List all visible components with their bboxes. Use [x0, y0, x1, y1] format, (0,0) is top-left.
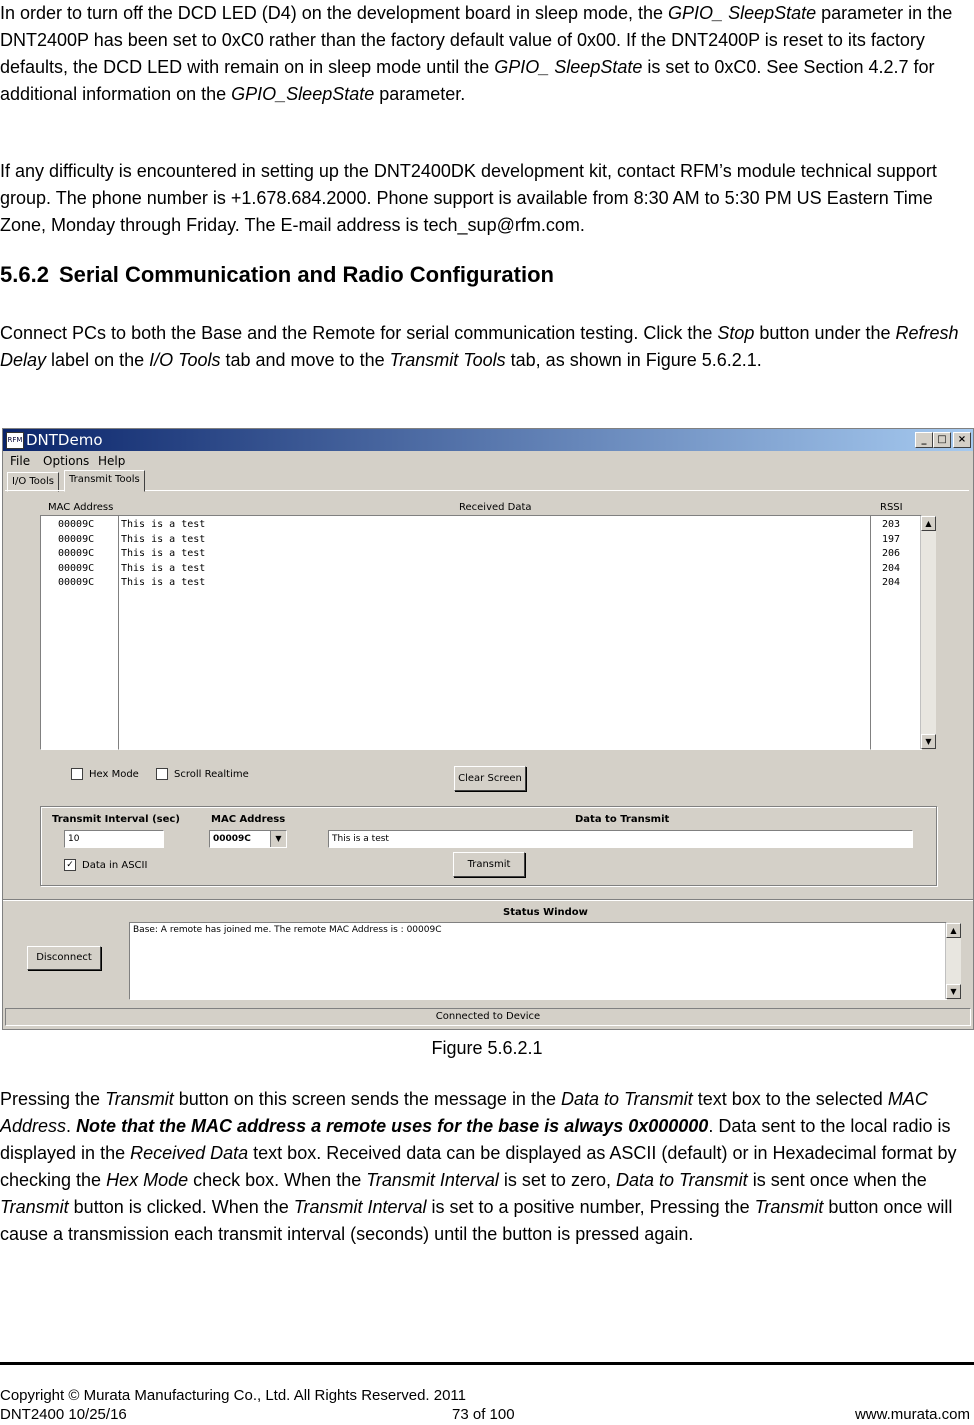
- em-refresh-delay: Refresh Delay: [0, 323, 959, 370]
- note-mac-address: Note that the MAC address a remote uses for the base is always 0x000000: [76, 1116, 709, 1136]
- data-to-transmit-input[interactable]: This is a test: [328, 830, 913, 848]
- hex-mode-label: Hex Mode: [89, 769, 139, 780]
- text: . Data sent to the local radio is displayed in the: [0, 1116, 951, 1163]
- list-item: 00009C: [58, 577, 95, 589]
- param-gpio-sleepstate: GPIO_ SleepState: [668, 3, 817, 23]
- list-item: 206: [882, 548, 901, 560]
- instructions-paragraph: [0, 320, 972, 374]
- close-icon[interactable]: ×: [953, 432, 971, 448]
- chevron-down-icon[interactable]: ▼: [270, 831, 286, 847]
- text: .: [66, 1116, 77, 1136]
- transmit-interval-label: Transmit Interval (sec): [52, 814, 180, 825]
- tab-strip-border: [5, 490, 969, 491]
- disconnect-button[interactable]: Disconnect: [27, 946, 101, 970]
- footer-copyright: Copyright © Murata Manufacturing Co., Ltd. All Rights Reserved. 2011: [0, 1387, 467, 1404]
- em: Transmit: [754, 1197, 824, 1217]
- window-title: DNTDemo: [26, 431, 103, 449]
- text: is set to a positive number, Pressing the: [426, 1197, 755, 1217]
- status-message: Base: A remote has joined me. The remote MAC Address is : 00009C: [133, 925, 442, 935]
- text: Pressing the: [0, 1089, 106, 1109]
- em: MAC Address: [0, 1089, 928, 1136]
- received-data-list[interactable]: [118, 515, 872, 750]
- transmit-description-paragraph: [0, 1086, 972, 1248]
- column-header-rssi: RSSI: [880, 502, 903, 513]
- list-item: 204: [882, 577, 901, 589]
- text: is sent once when the: [747, 1170, 927, 1190]
- text: parameter.: [374, 84, 466, 104]
- status-bar: Connected to Device: [5, 1008, 971, 1026]
- status-scrollbar[interactable]: [945, 923, 961, 999]
- dntdemo-window: [2, 428, 974, 1030]
- text: button on this screen sends the message in the: [173, 1089, 561, 1109]
- title-bar: [3, 429, 973, 451]
- list-item: This is a test: [121, 577, 206, 589]
- column-header-received-data: Received Data: [459, 502, 532, 513]
- em: Received Data: [130, 1143, 249, 1163]
- maximize-icon[interactable]: □: [933, 432, 951, 448]
- mac-list-items: [58, 518, 94, 591]
- footer-doc-id: DNT2400 10/25/16: [0, 1406, 127, 1423]
- list-item: This is a test: [121, 548, 206, 560]
- column-header-mac: MAC Address: [48, 502, 114, 513]
- em: Transmit Interval: [293, 1197, 427, 1217]
- scroll-up-icon[interactable]: ▲: [946, 923, 961, 938]
- support-paragraph: If any difficulty is encountered in setting up the DNT2400DK development kit, contact RFM’s module technical support group. The phone number is +1.678.684.2000. Phone support is available from 8:30 AM to 5:30 PM US Eastern Time Zone, Monday through Friday. The E-mail address is tech_sup@rfm.com.: [0, 161, 937, 235]
- mac-address-label: MAC Address: [211, 814, 286, 825]
- divider: [3, 899, 973, 901]
- scroll-up-icon[interactable]: ▲: [921, 516, 936, 531]
- data-in-ascii-checkbox[interactable]: [64, 859, 147, 871]
- list-item: 00009C: [58, 548, 95, 560]
- text: button once will cause a transmission each transmit interval (seconds) until the button is pressed again.: [0, 1197, 953, 1244]
- status-window[interactable]: [129, 922, 947, 1000]
- footer-page-number: 73 of 100: [452, 1406, 515, 1423]
- list-item: This is a test: [121, 519, 206, 530]
- menu-file[interactable]: File: [10, 454, 31, 468]
- check-icon[interactable]: ✓: [64, 859, 76, 871]
- em: Data to Transmit: [560, 1089, 693, 1109]
- em: Hex Mode: [106, 1170, 189, 1190]
- tab-io-tools[interactable]: I/O Tools: [7, 472, 59, 492]
- mac-address-list[interactable]: [40, 515, 120, 750]
- scroll-down-icon[interactable]: ▼: [946, 984, 961, 999]
- rssi-list[interactable]: [870, 515, 922, 750]
- checkbox-box[interactable]: [71, 768, 83, 780]
- section-title: Serial Communication and Radio Configuration: [58, 262, 554, 287]
- text: parameter in the DNT2400P has been set to 0xC0 rather than the factory default value of 0x00. If the DNT2400P is reset to its factory defaults, the DCD LED with remain on in sleep mode until the: [0, 3, 953, 77]
- received-data-scrollbar[interactable]: [920, 516, 936, 749]
- scroll-down-icon[interactable]: ▼: [921, 734, 936, 749]
- em: Transmit: [0, 1197, 69, 1217]
- text: In order to turn off the DCD LED (D4) on the development board in sleep mode, the: [0, 3, 669, 23]
- em-transmit-tools: Transmit Tools: [389, 350, 506, 370]
- text: tab, as shown in Figure 5.6.2.1.: [505, 350, 762, 370]
- text: button is clicked. When the: [68, 1197, 294, 1217]
- text: is set to zero,: [498, 1170, 616, 1190]
- list-item: 204: [882, 562, 901, 574]
- status-window-label: Status Window: [503, 907, 588, 918]
- menu-help[interactable]: Help: [98, 454, 126, 468]
- param-gpio-sleepstate: GPIO_ SleepState: [494, 57, 643, 77]
- footer-url[interactable]: www.murata.com: [854, 1406, 970, 1423]
- list-item: This is a test: [121, 562, 206, 574]
- app-icon: RFM: [6, 432, 24, 449]
- scroll-realtime-label: Scroll Realtime: [174, 769, 249, 780]
- mac-address-value: 00009C: [213, 834, 251, 844]
- section-heading: [0, 262, 564, 288]
- transmit-interval-input[interactable]: 10: [64, 830, 164, 848]
- menu-options[interactable]: Options: [43, 454, 90, 468]
- list-item: 197: [882, 533, 901, 545]
- list-item: 00009C: [58, 562, 95, 574]
- list-item: 203: [882, 519, 901, 530]
- em: Transmit: [105, 1089, 174, 1109]
- text: check box. When the: [188, 1170, 367, 1190]
- section-number: 5.6.2: [0, 262, 49, 287]
- hex-mode-checkbox[interactable]: [71, 768, 139, 780]
- mac-address-select[interactable]: [209, 830, 287, 848]
- checkbox-box[interactable]: [156, 768, 168, 780]
- tab-transmit-tools[interactable]: Transmit Tools: [64, 470, 145, 492]
- text: text box. Received data can be displayed as ASCII (default) or in Hexadecimal format by checking the: [0, 1143, 957, 1190]
- list-item: This is a test: [121, 533, 206, 545]
- minimize-icon[interactable]: _: [915, 432, 933, 448]
- text: text box to the selected: [692, 1089, 888, 1109]
- transmit-button[interactable]: Transmit: [453, 852, 525, 877]
- em-stop: Stop: [717, 323, 755, 343]
- text: tab and move to the: [220, 350, 390, 370]
- list-item: 00009C: [58, 533, 95, 545]
- param-gpio-sleepstate: GPIO_SleepState: [231, 84, 375, 104]
- scroll-realtime-checkbox[interactable]: [156, 768, 249, 780]
- footer-rule: [0, 1362, 974, 1365]
- list-item: 00009C: [58, 519, 95, 530]
- data-in-ascii-label: Data in ASCII: [82, 860, 148, 871]
- clear-screen-button[interactable]: Clear Screen: [454, 766, 526, 791]
- data-to-transmit-label: Data to Transmit: [575, 814, 670, 825]
- em: Data to Transmit: [615, 1170, 748, 1190]
- received-list-items: [121, 518, 205, 591]
- text: is set to 0xC0. See Section 4.2.7 for additional information on the: [0, 57, 935, 104]
- em-io-tools: I/O Tools: [149, 350, 221, 370]
- text: button under the: [754, 323, 896, 343]
- text: label on the: [46, 350, 150, 370]
- em: Transmit Interval: [366, 1170, 499, 1190]
- figure-caption: Figure 5.6.2.1: [431, 1038, 543, 1058]
- text: Connect PCs to both the Base and the Remote for serial communication testing. Click the: [0, 323, 718, 343]
- rssi-list-items: [882, 518, 900, 591]
- intro-paragraph: [0, 0, 972, 108]
